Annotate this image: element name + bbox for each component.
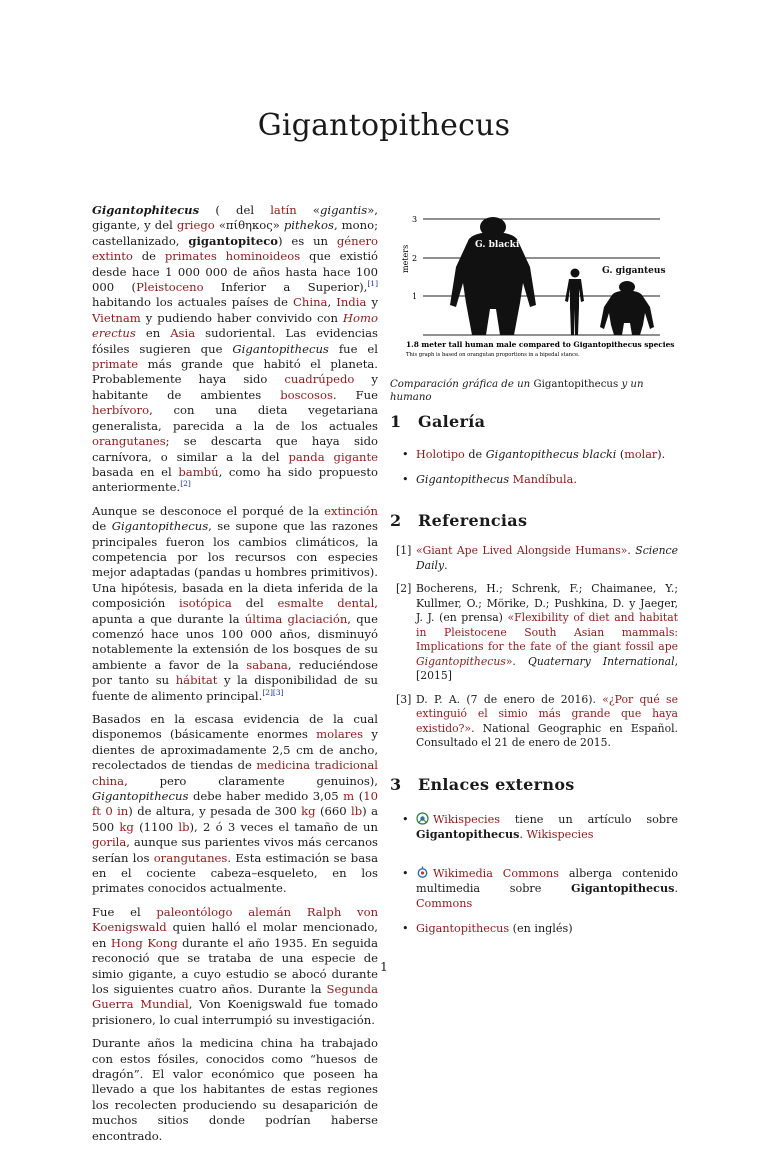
ref-link[interactable]: [2][3] xyxy=(262,687,284,697)
page-title: Gigantopithecus xyxy=(257,108,511,143)
link-griego[interactable]: griego xyxy=(176,218,215,233)
size-paragraph: Basados en la escasa evidencia de la cual disponemos (básicamente enormes molares y dientes de aproximadamente 2,5 cm de ancho, recolectados de tiendas de medicina tradicional china, pero claramente genuinos), Gigantopithecus debe haber medido 3,05 m (10 ft 0 in) de altura, y pesada de 300 kg (660 lb) a 500 kg (1100 lb), 2 ó 3 veces el tamaño de un gorila, aunque sus parientes vivos más cercanos serían los orangutanes. Esta estimación se basa en el cociente cabeza–esqueleto, en los primates conocidos actualmente. xyxy=(92,712,378,896)
reference-link[interactable]: «Giant Ape Lived Alongside Humans» xyxy=(416,544,628,557)
link-mandibula[interactable]: Mandíbula xyxy=(512,473,574,486)
link-kg[interactable]: kg xyxy=(119,819,134,834)
link-cuadrupedo[interactable]: cuadrúpedo xyxy=(284,372,355,387)
link-gigantopithecus-english[interactable]: Gigantopithecus xyxy=(416,921,510,935)
link-lb[interactable]: lb xyxy=(178,819,190,834)
size-comparison-graphic xyxy=(390,203,678,363)
y-axis-label: meters xyxy=(401,244,410,273)
tick-label-3: 3 xyxy=(412,215,418,224)
link-orangutanes[interactable]: orangutanes xyxy=(153,850,228,865)
link-extinto[interactable]: extinto xyxy=(92,249,133,264)
link-genero[interactable]: género xyxy=(336,233,378,248)
reference-link[interactable]: «¿Por qué se extinguió el simio más grande que haya existido?» xyxy=(416,692,678,735)
section-heading: 3 Enlaces externos xyxy=(390,774,575,794)
link-esmalte-dental[interactable]: esmalte dental xyxy=(277,596,375,611)
link-ft[interactable]: 10 ft 0 in xyxy=(92,789,378,819)
wikimedia-commons-icon xyxy=(416,866,429,879)
extinction-paragraph: Aunque se desconoce el porqué de la extinción de Gigantopithecus, se supone que las razones principales fueron los cambios climáticos, la competencia por los recursos con especies mejor adaptadas (pandas u hombres primitivos). Una hipótesis, basada en la dieta inferida de la composición isotópica del esmalte dental, apunta a que durante la última glaciación, que comenzó hace unos 100 000 años, disminuyó notablemente la extensión de los bosques de su ambiente a favor de la sabana, reduciéndose por tanto su hábitat y la disponibilidad de su fuente de alimento principal.[2][3] xyxy=(92,503,379,703)
bold-term: Gigantophitecus xyxy=(92,203,200,217)
link-panda-gigante[interactable]: panda gigante xyxy=(288,449,378,464)
link-ultima-glaciacion[interactable]: última glaciación xyxy=(244,611,348,626)
human-silhouette xyxy=(565,269,584,336)
link-commons[interactable]: Commons xyxy=(416,896,473,910)
list-item: • Holotipo de Gigantopithecus blacki (molar). xyxy=(390,447,678,462)
link-lb[interactable]: lb xyxy=(351,804,363,819)
link-wikimedia-commons[interactable]: Wikimedia Commons xyxy=(433,866,559,880)
left-column xyxy=(92,203,378,1152)
link-ralph-von-koenigswald[interactable]: Ralph von Koenigswald xyxy=(92,904,379,935)
link-china[interactable]: China xyxy=(293,295,328,310)
list-item: • Gigantopithecus (en inglés) xyxy=(390,921,678,936)
link-homo-erectus[interactable]: Homo erectus xyxy=(92,310,378,341)
intro-paragraph: Gigantophitecus ( del latín «gigantis», gigante, y del griego «πίθηκος» pithekos, mono; castellanizado, gigantopiteco) es un género extinto de primates hominoideos que existió desde hace 1 000 000 de años hasta hace 100 000 (Pleistoceno Inferior a Superior),[1] habitando los actuales países de China, India y Vietnam y pudiendo haber convivido con Homo erectus en Asia sudoriental. Las evidencias fósiles sugieren que Gigantopithecus fue el primate más grande que habitó el planeta. Probablemente haya sido cuadrúpedo y habitante de ambientes boscosos. Fue herbívoro, con una dieta vegetariana generalista, parecida a la de los actuales orangutanes; se descarta que haya sido carnívora, o similar a la del panda gigante basada en el bambú, como ha sido propuesto anteriormente.[2] xyxy=(92,203,379,495)
tick-label-1: 1 xyxy=(412,292,418,301)
section-galeria xyxy=(390,412,678,487)
link-boscosos[interactable]: boscosos xyxy=(280,387,333,402)
link-wikispecies-page[interactable]: Wikispecies xyxy=(526,827,594,841)
tick-label-2: 2 xyxy=(412,254,418,263)
link-holotipo[interactable]: Holotipo xyxy=(416,448,465,461)
link-molares[interactable]: molares xyxy=(316,727,364,742)
link-vietnam[interactable]: Vietnam xyxy=(92,310,141,325)
link-kg[interactable]: kg xyxy=(301,804,316,819)
link-pleistoceno[interactable]: Pleistoceno xyxy=(136,280,204,295)
g-giganteus-silhouette xyxy=(600,281,654,335)
link-india[interactable]: India xyxy=(336,295,367,310)
link-sabana[interactable]: sabana xyxy=(246,657,288,672)
references-list xyxy=(390,544,678,751)
reference-item: [3] D. P. A. (7 de enero de 2016). «¿Por qué se extinguió el simio más grande que haya existido?». National Geographic en Español. Consultado el 21 de enero de 2015. xyxy=(396,692,678,749)
wikispecies-icon xyxy=(416,812,429,825)
section-enlaces-externos xyxy=(390,775,678,936)
link-isotopica[interactable]: isotópica xyxy=(179,596,232,611)
link-asia[interactable]: Asia xyxy=(170,326,196,341)
discovery-paragraph: Fue el paleontólogo alemán Ralph von Koenigswald quien halló el molar mencionado, en Hong Kong durante el año 1935. En seguida reconoció que se trataba de una especie de simio gigante, a cuyo estudio se abocó durante los siguientes cuatro años. Durante la Segunda Guerra Mundial, Von Koenigswald fue tomado prisionero, lo cual interrumpió su investigación. xyxy=(92,904,379,1027)
figure-subtitle: 1.8 meter tall human male compared to Gigantopithecus species xyxy=(406,340,675,349)
ref-link[interactable]: [2] xyxy=(180,479,191,489)
link-molar[interactable]: molar xyxy=(624,448,658,461)
figure-note: This graph is based on orangutan proportions in a bipedal stance. xyxy=(406,352,580,358)
reference-link[interactable]: «Flexibility of diet and habitat in Pleistocene South Asian mammals: Implications for the fate of the giant fossil ape Gigantopithecus» xyxy=(416,611,679,668)
link-primate[interactable]: primate xyxy=(92,357,139,372)
link-hong-kong[interactable]: Hong Kong xyxy=(110,935,178,950)
g-blacki-silhouette xyxy=(450,217,536,335)
list-item: • Wikimedia Commons alberga contenido multimedia sobre Gigantopithecus. Commons xyxy=(390,866,678,911)
right-column xyxy=(390,203,678,946)
link-medicina-china[interactable]: medicina tradicional china xyxy=(92,758,378,788)
ref-link[interactable]: [1] xyxy=(367,279,378,289)
section-heading: 2 Referencias xyxy=(390,511,528,530)
link-wikispecies[interactable]: Wikispecies xyxy=(433,812,500,826)
link-latin[interactable]: latín xyxy=(270,203,297,217)
gallery-list xyxy=(390,447,678,487)
link-bambu[interactable]: bambú xyxy=(178,464,219,479)
label-g-blacki: G. blacki xyxy=(475,240,520,250)
link-orangutanes[interactable]: orangutanes xyxy=(92,434,166,449)
comparison-figure xyxy=(390,203,678,403)
link-extincion[interactable]: extinción xyxy=(324,503,378,518)
reference-item: [1] «Giant Ape Lived Alongside Humans». Science Daily. xyxy=(396,544,678,572)
reference-item: [2] Bocherens, H.; Schrenk, F.; Chaimanee, Y.; Kullmer, O.; Mörike, D.; Pushkina, D. y Jaeger, J. J. (en prensa) «Flexibility of diet and habitat in Pleistocene South Asian mammals: Implications for the fate of the giant fossil ape Gigantopithecus». Quaternary International, [2015] xyxy=(396,582,679,682)
section-heading: 1 Galería xyxy=(390,412,486,431)
link-gorila[interactable]: gorila xyxy=(92,835,127,850)
figure-caption: Comparación gráfica de un Gigantopithecus y un humano xyxy=(390,379,644,403)
external-links-list xyxy=(390,812,678,936)
list-item: • Gigantopithecus Mandíbula. xyxy=(390,472,678,487)
label-g-giganteus: G. giganteus xyxy=(602,266,666,276)
dragon-bones-paragraph: Durante años la medicina china ha trabajado con estos fósiles, conocidos como “huesos de dragón”. El valor económico que poseen ha llevado a que los habitantes de estas regiones los recolecten produciendo su desaparición de muchos sitios donde podrían haberse encontrado. xyxy=(92,1036,378,1143)
link-segunda-guerra-mundial[interactable]: Segunda Guerra Mundial xyxy=(92,981,378,1012)
link-habitat[interactable]: hábitat xyxy=(175,673,218,688)
link-paleontologo[interactable]: paleontólogo xyxy=(156,904,233,919)
link-aleman[interactable]: alemán xyxy=(248,904,292,919)
link-m[interactable]: m xyxy=(343,789,355,804)
page-number: 1 xyxy=(380,960,388,974)
link-primates-hominoideos[interactable]: primates hominoideos xyxy=(164,249,301,264)
link-herbivoro[interactable]: herbívoro xyxy=(92,403,150,418)
section-referencias xyxy=(390,511,678,751)
list-item: • Wikispecies tiene un artículo sobre Gigantopithecus. Wikispecies xyxy=(390,812,678,842)
